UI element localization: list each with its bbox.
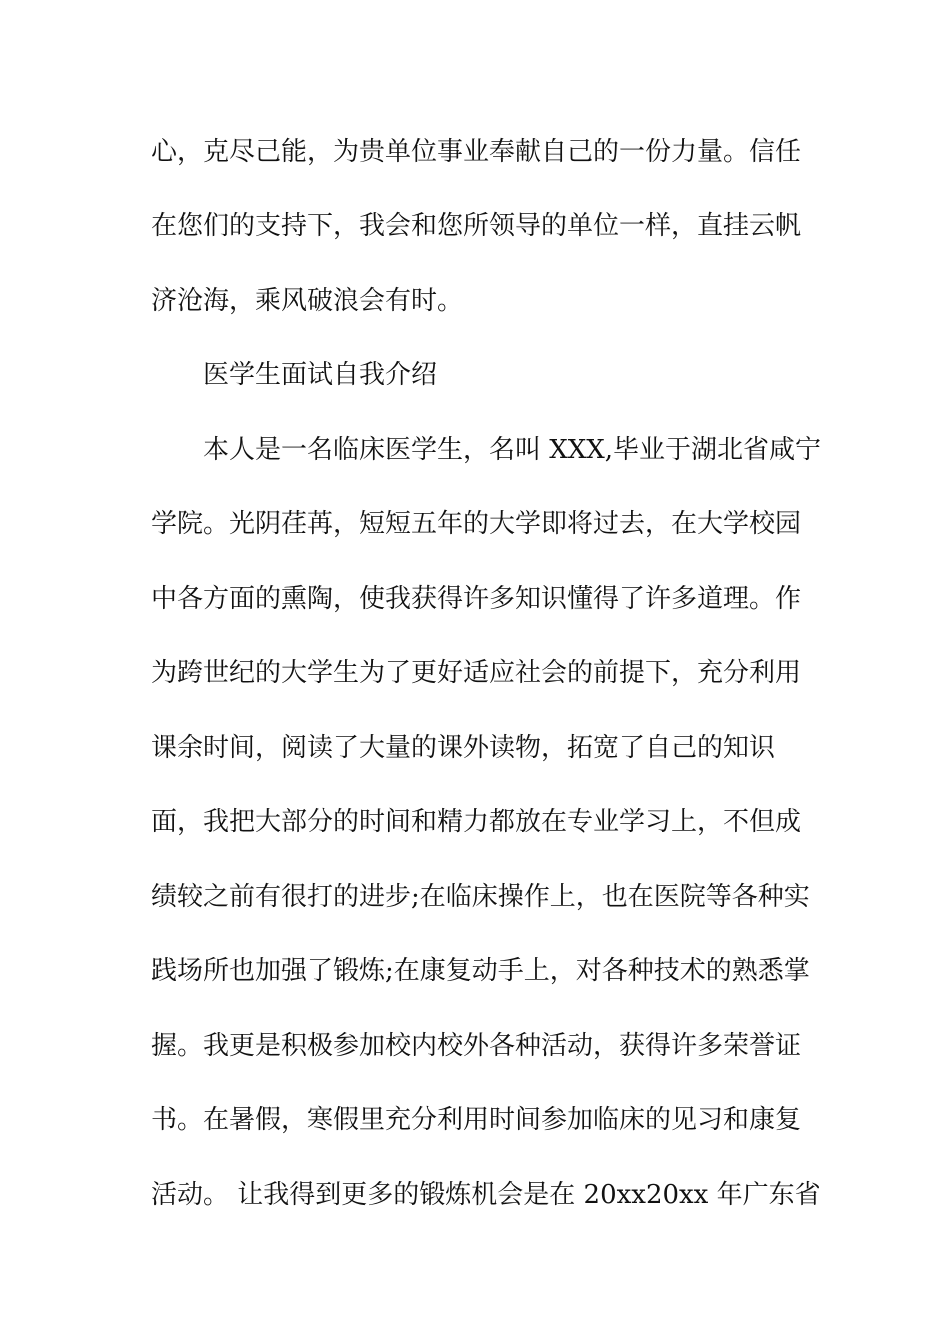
text-line-11: 绩较之前有很打的进步;在临床操作上，也在医院等各种实 bbox=[151, 882, 810, 912]
text-line-5: 本人是一名临床医学生，名叫 XXX,毕业于湖北省咸宁 bbox=[203, 435, 822, 465]
text-line-7: 中各方面的熏陶，使我获得许多知识懂得了许多道理。作 bbox=[151, 584, 802, 614]
text-line-1: 心，克尽己能，为贵单位事业奉献自己的一份力量。信任 bbox=[151, 137, 802, 167]
text-line-10: 面，我把大部分的时间和精力都放在专业学习上，不但成 bbox=[151, 807, 802, 837]
text-line-13: 握。我更是积极参加校内校外各种活动，获得许多荣誉证 bbox=[151, 1031, 802, 1061]
section-heading: 医学生面试自我介绍 bbox=[203, 360, 438, 390]
text-line-2: 在您们的支持下，我会和您所领导的单位一样，直挂云帆 bbox=[151, 211, 802, 241]
text-line-14: 书。在暑假，寒假里充分利用时间参加临床的见习和康复 bbox=[151, 1105, 802, 1135]
text-line-3: 济沧海，乘风破浪会有时。 bbox=[151, 286, 464, 316]
text-line-15: 活动。 让我得到更多的锻炼机会是在 20xx20xx 年广东省 bbox=[151, 1180, 821, 1210]
text-line-9: 课余时间，阅读了大量的课外读物，拓宽了自己的知识 bbox=[151, 733, 776, 763]
text-line-8: 为跨世纪的大学生为了更好适应社会的前提下，充分利用 bbox=[151, 658, 802, 688]
text-line-6: 学院。光阴荏苒，短短五年的大学即将过去，在大学校园 bbox=[151, 509, 802, 539]
text-line-12: 践场所也加强了锻炼;在康复动手上，对各种技术的熟悉掌 bbox=[151, 956, 810, 986]
